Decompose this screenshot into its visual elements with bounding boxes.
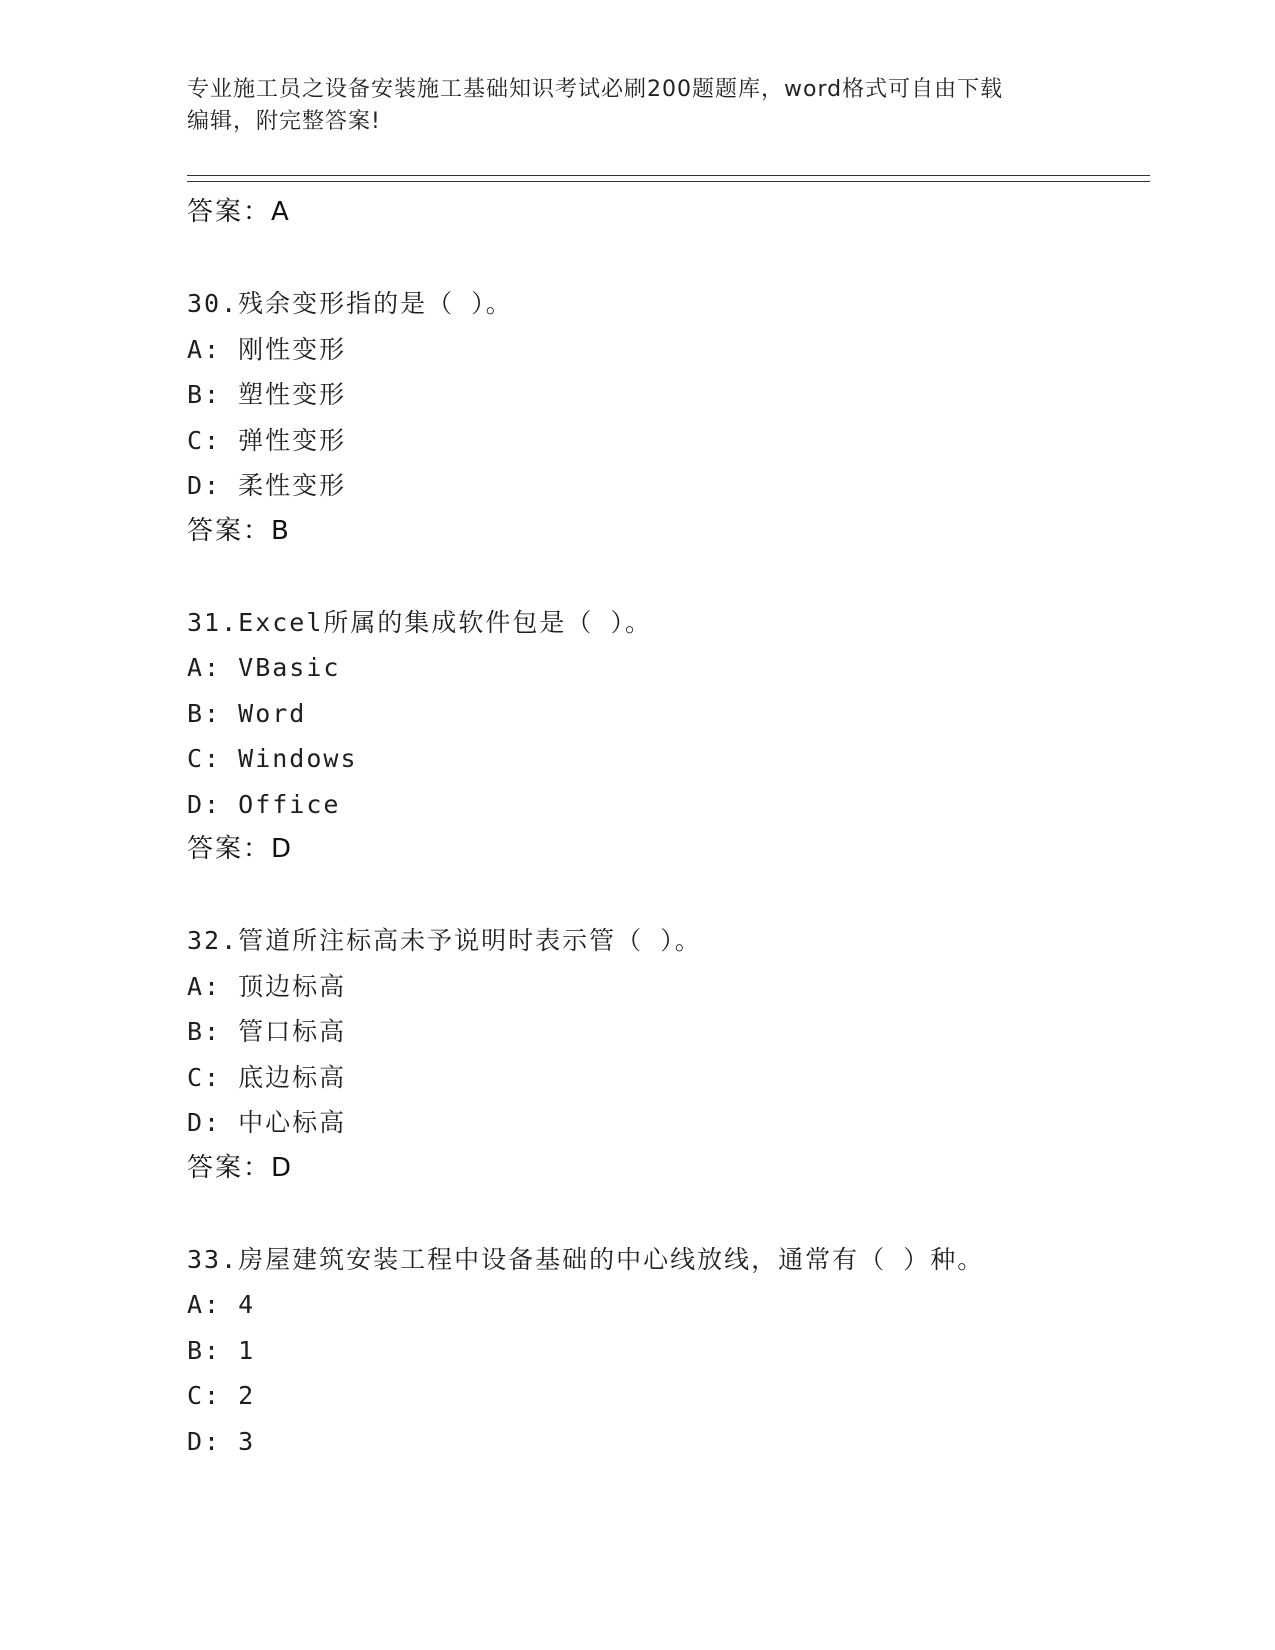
spacer [187,873,1150,919]
answer-line: 答案：D [187,834,294,864]
option-a: A: 顶边标高 [187,971,347,1001]
option-d: D: 柔性变形 [187,471,347,500]
option-c: C: 2 [187,1381,256,1410]
answer-line: 答案：B [187,515,291,546]
question-list [187,190,1150,1464]
question-stem: 30.残余变形指的是（ ）。 [187,289,513,318]
question-item [187,281,1150,554]
option-b: B: 1 [187,1335,256,1365]
answer-line: 答案：D [187,1152,294,1183]
header-line-1: 专业施工员之设备安装施工基础知识考试必刷200题题库，word格式可自由下载 [187,77,1004,102]
spacer [187,554,1150,600]
question-item [187,1237,1150,1465]
option-b: B: 管口标高 [187,1017,347,1046]
question-stem: 31.Excel所属的集成软件包是（ ）。 [187,607,652,637]
option-a: A: 4 [187,1290,256,1319]
option-a: A: VBasic [187,653,341,682]
option-b: B: 塑性变形 [187,380,347,409]
option-c: C: 弹性变形 [187,425,347,455]
question-item [187,918,1150,1191]
option-d: D: 3 [187,1426,256,1456]
question-stem: 32.管道所注标高未予说明时表示管（ ）。 [187,926,702,955]
spacer [187,236,1150,282]
answer-line: 答案：A [187,197,291,227]
document-header [187,74,1087,138]
option-c: C: Windows [187,744,358,773]
spacer [187,1191,1150,1237]
question-item [187,600,1150,873]
option-b: B: Word [187,698,307,728]
header-rule-bottom [187,181,1150,182]
option-c: C: 底边标高 [187,1062,347,1092]
header-line-2: 编辑，附完整答案! [187,109,381,134]
option-d: D: Office [187,789,341,819]
option-d: D: 中心标高 [187,1108,347,1137]
option-a: A: 刚性变形 [187,334,347,364]
question-stem: 33.房屋建筑安装工程中设备基础的中心线放线，通常有（ ）种。 [187,1244,985,1274]
header-rule-top [187,175,1150,176]
